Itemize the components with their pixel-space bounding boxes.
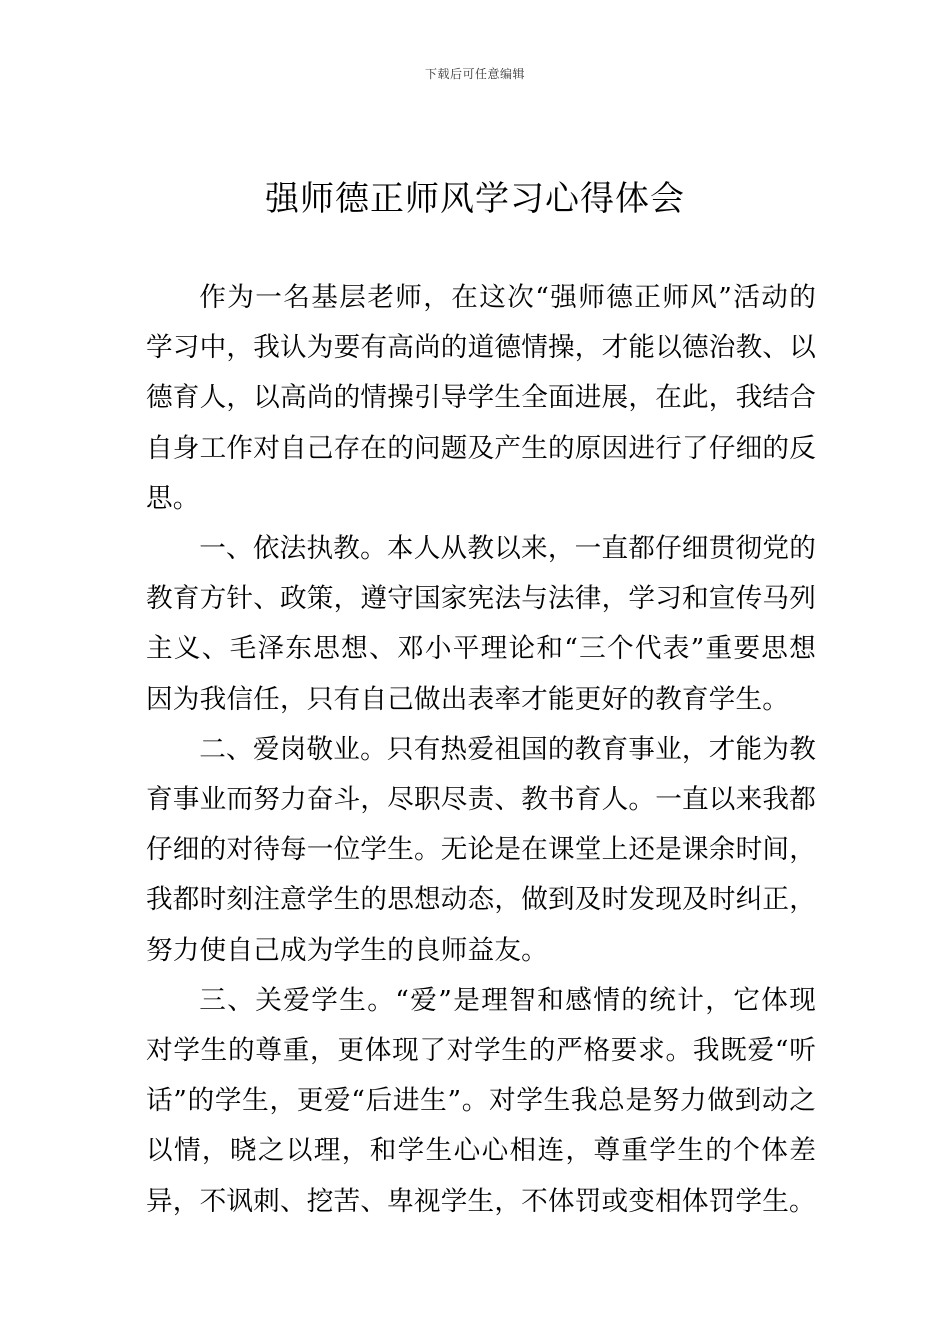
paragraph-section-3: 三、关爱学生。“爱”是理智和感情的统计，它体现对学生的尊重，更体现了对学生的严格要求。我既爱“听话”的学生，更爱“后进生”。对学生我总是努力做到动之以情，晓之以理，和学生心心相连，尊重学生的个体差异，不讽刺、挖苦、卑视学生，不体罚或变相体罚学生。 [146, 984, 816, 1217]
header-note: 下载后可任意编辑 [424, 67, 525, 81]
document-body [146, 273, 816, 1227]
paragraph-intro: 作为一名基层老师，在这次“强师德正师风”活动的学习中，我认为要有高尚的道德情操，才能以德治教、以德育人，以高尚的情操引导学生全面进展，在此，我结合自身工作对自己存在的问题及产生的原因进行了仔细的反思。 [146, 282, 816, 514]
paragraph-section-2: 二、爱岗敬业。只有热爱祖国的教育事业，才能为教育事业而努力奋斗，尽职尽责、教书育人。一直以来我都仔细的对待每一位学生。无论是在课堂上还是课余时间，我都时刻注意学生的思想动态，做到及时发现及时纠正，努力使自己成为学生的良师益友。 [146, 733, 816, 966]
paragraph-section-1: 一、依法执教。本人从教以来，一直都仔细贯彻党的教育方针、政策，遵守国家宪法与法律，学习和宣传马列主义、毛泽东思想、邓小平理论和“三个代表”重要思想因为我信任，只有自己做出表率才能更好的教育学生。 [146, 533, 816, 715]
document-title: 强师德正师风学习心得体会 [265, 179, 685, 219]
